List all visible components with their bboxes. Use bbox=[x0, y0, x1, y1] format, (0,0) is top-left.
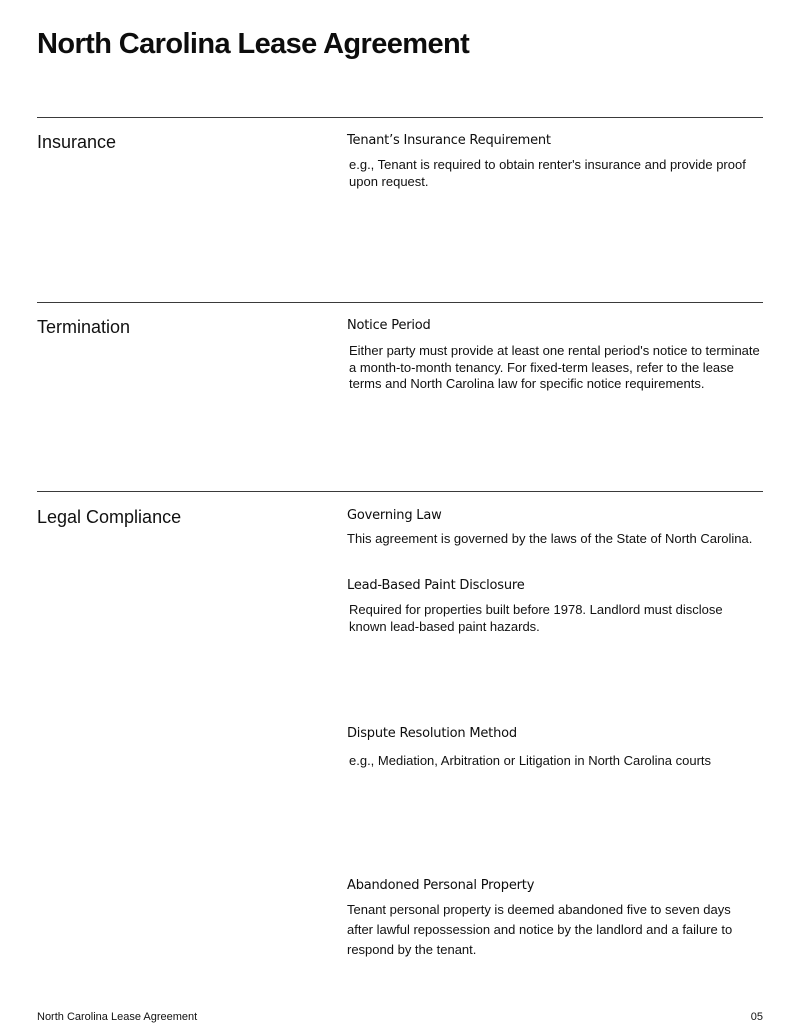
section-title-insurance: Insurance bbox=[37, 132, 117, 152]
footer-document-name: North Carolina Lease Agreement bbox=[37, 1011, 198, 1023]
field-text-insurance-requirement: e.g., Tenant is required to obtain renter's insurance and provide proof upon request. bbox=[349, 157, 746, 189]
section-divider bbox=[37, 302, 763, 303]
field-text-notice-period: Either party must provide at least one rental period's notice to terminate a month-to-month tenancy. For fixed-term leases, refer to the lease terms and North Carolina law for specific notice requirements. bbox=[349, 343, 760, 391]
field-text-dispute-resolution: e.g., Mediation, Arbitration or Litigation in North Carolina courts bbox=[349, 753, 712, 768]
field-label-governing-law: Governing Law bbox=[347, 508, 442, 523]
field-text-governing-law: This agreement is governed by the laws of the State of North Carolina. bbox=[347, 531, 753, 546]
field-label-insurance-requirement: Tenant’s Insurance Requirement bbox=[347, 133, 551, 148]
field-label-notice-period: Notice Period bbox=[347, 318, 431, 333]
field-text-abandoned-property: Tenant personal property is deemed abandoned five to seven days after lawful repossession and notice by the landlord and a failure to respond by the tenant. bbox=[347, 902, 733, 957]
section-title-legal-compliance: Legal Compliance bbox=[37, 507, 182, 527]
section-divider bbox=[37, 491, 763, 492]
section-divider bbox=[37, 117, 763, 118]
field-label-lead-paint: Lead-Based Paint Disclosure bbox=[347, 578, 525, 593]
section-title-termination: Termination bbox=[37, 317, 131, 337]
field-label-abandoned-property: Abandoned Personal Property bbox=[347, 878, 535, 893]
footer-page-number: 05 bbox=[750, 1011, 763, 1023]
field-text-lead-paint: Required for properties built before 1978. Landlord must disclose known lead-based paint hazards. bbox=[349, 602, 723, 634]
page-title: North Carolina Lease Agreement bbox=[37, 28, 470, 60]
field-label-dispute-resolution: Dispute Resolution Method bbox=[347, 726, 517, 741]
